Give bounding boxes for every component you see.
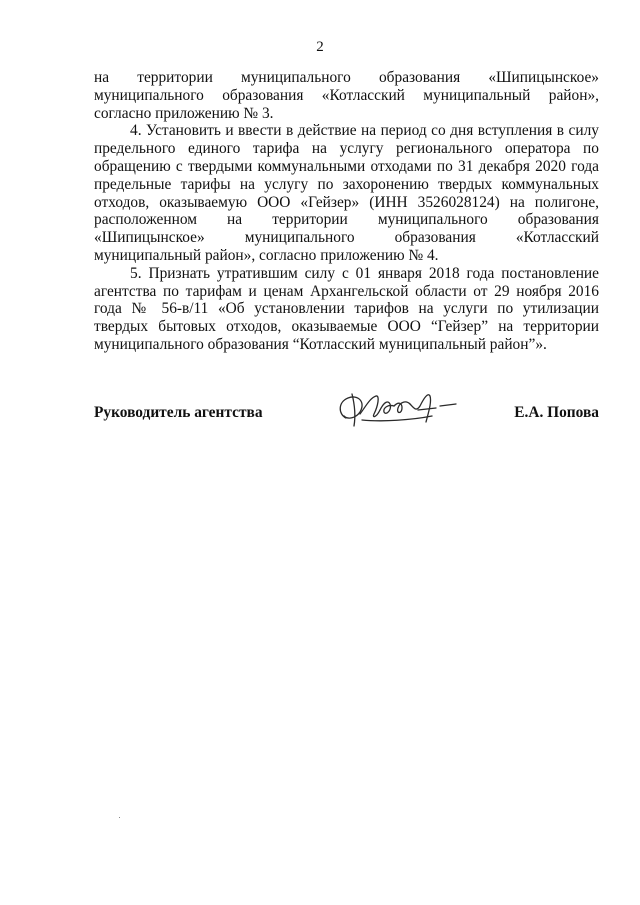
signatory-name: Е.А. Попова — [514, 404, 599, 421]
signatory-title: Руководитель агентства — [94, 404, 263, 421]
document-body — [94, 69, 599, 354]
page-number: 2 — [316, 39, 324, 55]
handwritten-signature — [332, 384, 460, 434]
paragraph-item-4: 4. Установить и ввести в действие на период со дня вступления в силу предельного единого тарифа на услугу регионального оператора по обращению с твердыми коммунальными отходами по 31 декабря 2020 года предельные тарифы на услугу по захоронению твердых коммунальных отходов, оказываемую ООО «Гейзер» (ИНН 3526028124) на полигоне, расположенном на территории муниципального образования «Шипицынское» муниципального образования «Котласский муниципальный район», согласно приложению № 4. — [94, 122, 599, 264]
paragraph-continuation: на территории муниципального образования «Шипицынское» муниципального образования «Котласский муниципальный район», согласно приложению № 3. — [94, 69, 599, 122]
scan-speck — [119, 817, 120, 818]
paragraph-item-5: 5. Признать утратившим силу с 01 января 2018 года постановление агентства по тарифам и ценам Архангельской области от 29 ноября 2016 года № 56-в/11 «Об установлении тарифов на услуги по утилизации твердых бытовых отходов, оказываемые ООО “Гейзер” на территории муниципального образования “Котласский муниципальный район”». — [94, 264, 599, 353]
signature-block — [94, 398, 599, 428]
